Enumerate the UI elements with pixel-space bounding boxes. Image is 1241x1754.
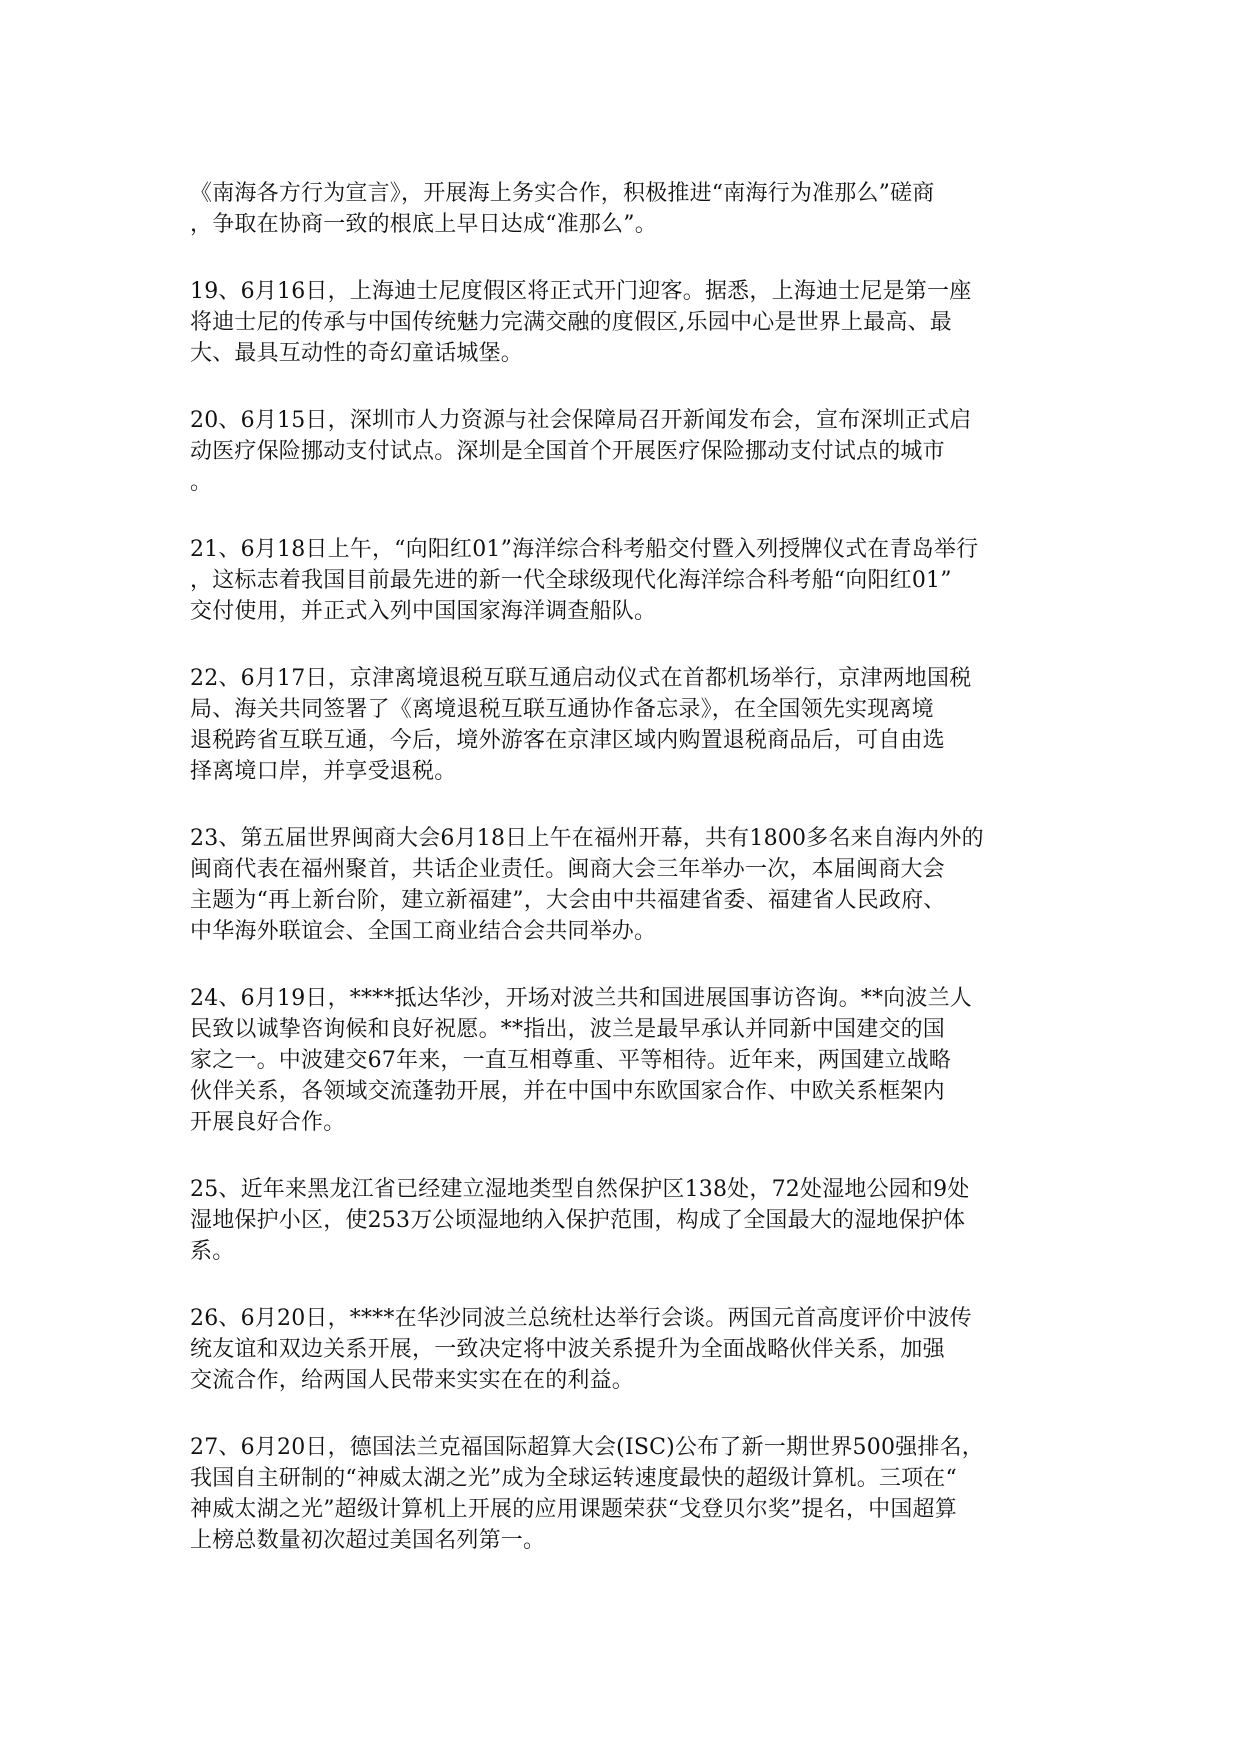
text-line: 中华海外联谊会、全国工商业结合会共同举办。 bbox=[190, 919, 657, 944]
paragraph-item-23 bbox=[190, 823, 1050, 947]
text-line: 26、6月20日，****在华沙同波兰总统杜达举行会谈。两国元首高度评价中波传 bbox=[190, 1306, 972, 1331]
text-line: 动医疗保险挪动支付试点。深圳是全国首个开展医疗保险挪动支付试点的城市 bbox=[190, 439, 945, 464]
paragraph-item-20 bbox=[190, 405, 1050, 498]
text-line: 25、近年来黑龙江省已经建立湿地类型自然保护区138处，72处湿地公园和9处 bbox=[190, 1177, 970, 1202]
text-line: 主题为“再上新台阶，建立新福建”，大会由中共福建省委、福建省人民政府、 bbox=[190, 888, 946, 913]
text-line: 20、6月15日，深圳市人力资源与社会保障局召开新闻发布会，宣布深圳正式启 bbox=[190, 408, 972, 433]
text-line: 择离境口岸，并享受退税。 bbox=[190, 759, 457, 784]
paragraph-item-21 bbox=[190, 534, 1050, 627]
text-line: 统友谊和双边关系开展，一致决定将中波关系提升为全面战略伙伴关系，加强 bbox=[190, 1337, 945, 1362]
text-line: 27、6月20日，德国法兰克福国际超算大会(ISC)公布了新一期世界500强排名， bbox=[190, 1435, 984, 1460]
paragraph-item-22 bbox=[190, 663, 1050, 787]
text-line: 。 bbox=[190, 470, 213, 495]
text-line: 退税跨省互联互通，今后，境外游客在京津区域内购置退税商品后，可自由选 bbox=[190, 728, 945, 753]
text-line: 大、最具互动性的奇幻童话城堡。 bbox=[190, 341, 524, 366]
text-line: 神威太湖之光”超级计算机上开展的应用课题荣获“戈登贝尔奖”提名，中国超算 bbox=[190, 1497, 957, 1522]
text-line: 局、海关共同签署了《离境退税互联互通协作备忘录》，在全国领先实现离境 bbox=[190, 697, 934, 722]
document-body bbox=[190, 178, 1050, 1592]
text-line: ，争取在协商一致的根底上早日达成“准那么”。 bbox=[190, 212, 657, 237]
text-line: 交付使用，并正式入列中国国家海洋调查船队。 bbox=[190, 599, 657, 624]
text-line: 系。 bbox=[190, 1239, 235, 1264]
text-line: 开展良好合作。 bbox=[190, 1110, 346, 1135]
text-line: 民致以诚挚咨询候和良好祝愿。**指出，波兰是最早承认并同新中国建交的国 bbox=[190, 1017, 946, 1042]
text-line: 《南海各方行为宣言》，开展海上务实合作，积极推进“南海行为准那么”磋商 bbox=[190, 181, 935, 206]
paragraph-item-27 bbox=[190, 1432, 1050, 1556]
paragraph-item-26 bbox=[190, 1303, 1050, 1396]
text-line: 22、6月17日，京津离境退税互联互通启动仪式在首都机场举行，京津两地国税 bbox=[190, 666, 972, 691]
text-line: 闽商代表在福州聚首，共话企业责任。闽商大会三年举办一次，本届闽商大会 bbox=[190, 857, 945, 882]
text-line: 21、6月18日上午，“向阳红01”海洋综合科考船交付暨入列授牌仪式在青岛举行 bbox=[190, 537, 979, 562]
text-line: 上榜总数量初次超过美国名列第一。 bbox=[190, 1528, 546, 1553]
text-line: 我国自主研制的“神威太湖之光”成为全球运转速度最快的超级计算机。三项在“ bbox=[190, 1466, 957, 1491]
paragraph-item-25 bbox=[190, 1174, 1050, 1267]
text-line: 家之一。中波建交67年来，一直互相尊重、平等相待。近年来，两国建立战略 bbox=[190, 1048, 951, 1073]
text-line: 湿地保护小区，使253万公顷湿地纳入保护范围，构成了全国最大的湿地保护体 bbox=[190, 1208, 966, 1233]
text-line: ，这标志着我国目前最先进的新一代全球级现代化海洋综合科考船“向阳红01” bbox=[190, 568, 952, 593]
text-line: 19、6月16日，上海迪士尼度假区将正式开门迎客。据悉，上海迪士尼是第一座 bbox=[190, 279, 972, 304]
text-line: 交流合作，给两国人民带来实实在在的利益。 bbox=[190, 1368, 635, 1393]
text-line: 23、第五届世界闽商大会6月18日上午在福州开幕，共有1800多名来自海内外的 bbox=[190, 826, 984, 851]
text-line: 24、6月19日，****抵达华沙，开场对波兰共和国进展国事访咨询。**向波兰人 bbox=[190, 986, 972, 1011]
paragraph-item-24 bbox=[190, 983, 1050, 1138]
text-line: 伙伴关系，各领域交流蓬勃开展，并在中国中东欧国家合作、中欧关系框架内 bbox=[190, 1079, 945, 1104]
paragraph-item-19 bbox=[190, 276, 1050, 369]
paragraph-intro bbox=[190, 178, 1050, 240]
text-line: 将迪士尼的传承与中国传统魅力完满交融的度假区,乐园中心是世界上最高、最 bbox=[190, 310, 952, 335]
